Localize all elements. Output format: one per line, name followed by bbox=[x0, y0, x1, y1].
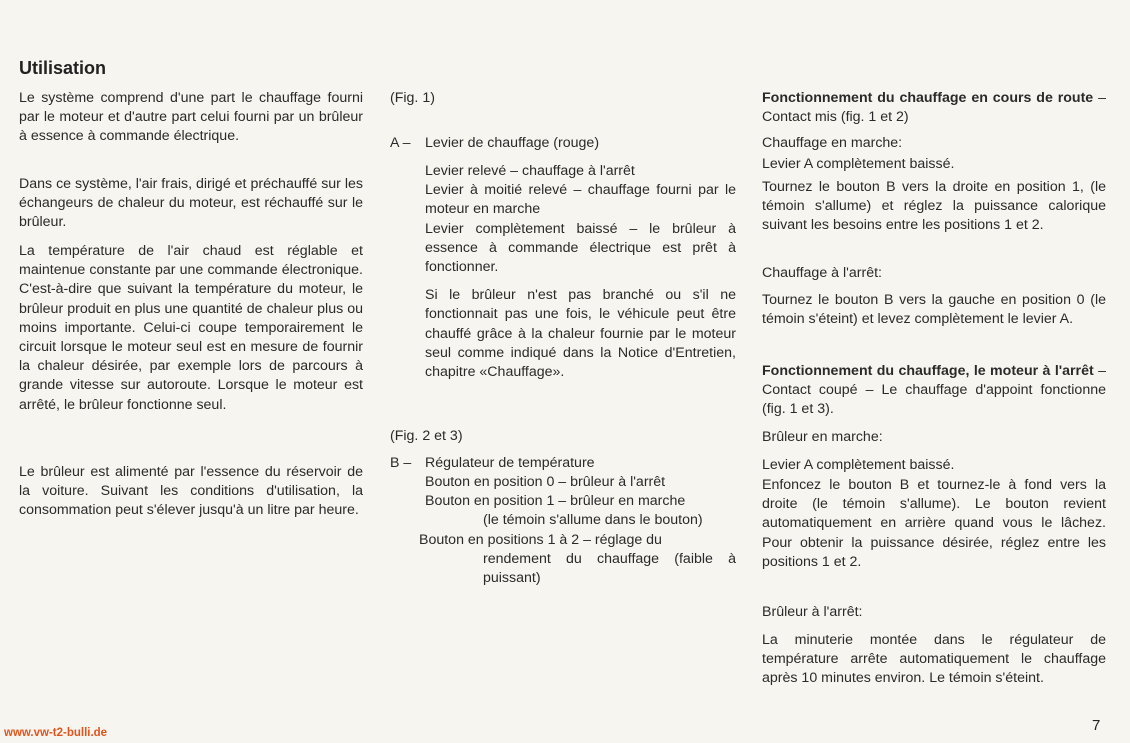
sub-burner-off-text: La minuterie montée dans le régulateur de température arrête automatiquement le chauffage après 10 minutes environ. Le témoin s'éteint. bbox=[762, 632, 1106, 687]
item-b-line3: Bouton en positions 1 à 2 – réglage du bbox=[419, 531, 662, 548]
heading-engine-off: Fonctionnement du chauffage, le moteur à l'arrêt bbox=[762, 363, 1094, 379]
page-number: 7 bbox=[1092, 717, 1101, 734]
item-b-line2b: (le témoin s'allume dans le bouton) bbox=[483, 512, 703, 529]
page-title: Utilisation bbox=[19, 58, 107, 78]
sub-burner-on: Brûleur en marche: bbox=[762, 429, 883, 445]
item-b-body bbox=[419, 473, 736, 588]
paragraph-intro: Le système comprend d'une part le chauffage fourni par le moteur et d'autre part celui fourni par un brûleur à essence à commande électrique. bbox=[19, 90, 363, 145]
heading-driving-rest: – Contact mis (fig. 1 et 2) bbox=[762, 90, 1106, 126]
fig2-ref: (Fig. 2 et 3) bbox=[390, 428, 463, 444]
heading-engine-off-rest: – Contact coupé – Le chauffage d'appoint fonctionne (fig. 1 et 3). bbox=[762, 363, 1106, 418]
sub-heating-off-text: Tournez le bouton B vers la gauche en position 0 (le témoin s'éteint) et levez complètement le levier A. bbox=[762, 292, 1106, 328]
sub-heating-on: Chauffage en marche: bbox=[762, 135, 903, 151]
item-b-line2: Bouton en position 1 – brûleur en marche bbox=[425, 493, 686, 510]
item-a-title: Levier de chauffage (rouge) bbox=[425, 135, 600, 151]
item-b-title: Régulateur de température bbox=[425, 455, 595, 471]
sub-burner-on-lever: Levier A complètement baissé. bbox=[762, 457, 955, 473]
sub-heating-off: Chauffage à l'arrêt: bbox=[762, 265, 882, 281]
paragraph-air: Dans ce système, l'air frais, dirigé et préchauffé sur les échangeurs de chaleur du moteur, est réchauffé sur le brûleur. bbox=[19, 176, 363, 231]
item-b-line1: Bouton en position 0 – brûleur à l'arrêt bbox=[425, 474, 666, 490]
item-b-line3b: rendement du chauffage (faible à puissant) bbox=[483, 550, 736, 587]
sub-burner-off: Brûleur à l'arrêt: bbox=[762, 604, 863, 620]
section-driving bbox=[762, 89, 1106, 127]
sub-heating-on-text: Tournez le bouton B vers la droite en position 1, (le témoin s'allume) et réglez la puissance calorique suivant les besoins entre les positions 1 et 2. bbox=[762, 179, 1106, 234]
item-a-body bbox=[425, 162, 736, 382]
paragraph-temperature: La température de l'air chaud est réglable et maintenue constante par une commande électronique. C'est-à-dire que suivant la température du moteur, le brûleur produit en plus une quantité de chaleur plus ou moins importante. Celui-ci coupe temporairement le circuit lorsque le moteur seul est en mesure de fournir la chaleur désirée, par exemple lors de parcours à grande vitesse sur autoroute. Lorsque le moteur est arrêté, le brûleur fonctionne seul. bbox=[19, 243, 363, 413]
item-a-note: Si le brûleur n'est pas branché ou s'il ne fonctionnait pas une fois, le véhicule peut être chauffé grâce à la chaleur fournie par le moteur seul comme indiqué dans la Notice d'Entretien, chapitre «Chauffage». bbox=[425, 287, 736, 381]
website-url[interactable]: www.vw-t2-bulli.de bbox=[4, 727, 108, 739]
item-a-header bbox=[390, 134, 736, 153]
item-b-label: B – bbox=[390, 455, 412, 471]
sub-heating-on-lever: Levier A complètement baissé. bbox=[762, 156, 955, 172]
paragraph-fuel: Le brûleur est alimenté par l'essence du réservoir de la voiture. Suivant les conditions d'utilisation, la consommation peut s'élever jusqu'à un litre par heure. bbox=[19, 464, 363, 519]
fig1-ref: (Fig. 1) bbox=[390, 90, 435, 106]
item-a-line1: Levier relevé – chauffage à l'arrêt bbox=[425, 163, 635, 179]
section-engine-off bbox=[762, 362, 1106, 420]
item-a-line2: Levier à moitié relevé – chauffage fourni par le moteur en marche bbox=[425, 182, 736, 218]
sub-burner-on-text: Enfoncez le bouton B et tournez-le à fond vers la droite (le témoin s'allume). Le bouton revient automatiquement en arrière quand vous le lâchez. Pour obtenir la puissance désirée, réglez entre les positions 1 et 2. bbox=[762, 477, 1106, 570]
heading-driving: Fonctionnement du chauffage en cours de route bbox=[762, 90, 1094, 106]
item-a-label: A – bbox=[390, 135, 411, 151]
item-a-line3: Levier complètement baissé – le brûleur à essence à commande électrique est prêt à fonctionner. bbox=[425, 220, 736, 276]
item-b-header bbox=[390, 454, 736, 473]
